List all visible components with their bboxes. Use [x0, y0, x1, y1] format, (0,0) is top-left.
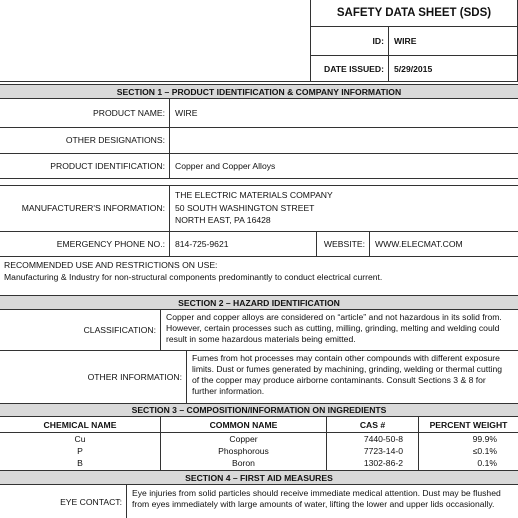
- recommended-use-value: Manufacturing & Industry for non-structural components predominantly to conduct electrical current.: [4, 272, 383, 282]
- cell-common: Copper: [229, 434, 258, 444]
- section2-heading: SECTION 2 – HAZARD IDENTIFICATION: [0, 296, 518, 310]
- column-cas-number: CAS #: [359, 419, 386, 430]
- recommended-use-block: [4, 259, 514, 293]
- date-issued-value: 5/29/2015: [394, 63, 433, 74]
- column-percent-weight: PERCENT WEIGHT: [429, 419, 508, 430]
- classification-label: CLASSIFICATION:: [83, 325, 156, 335]
- classification-value: Copper and copper alloys are considered on “article” and not hazardous in its solid from. However, certain processes such as cutting, milling, grinding, melting and welding could result in some hazardous materials being emitted.: [166, 312, 502, 344]
- cell-cas: 7440-50-8: [363, 434, 403, 444]
- product-identification-label: PRODUCT IDENTIFICATION:: [50, 160, 165, 171]
- eye-contact-value: Eye injuries from solid particles should receive immediate medical attention. Dust may be flushed from eyes immediately with large amounts of water, lifting the lower and upper lids occasionally.: [132, 488, 501, 509]
- emergency-phone-label: EMERGENCY PHONE NO.:: [56, 238, 165, 249]
- manufacturer-label: MANUFACTURER'S INFORMATION:: [21, 203, 165, 213]
- column-chemical-name: CHEMICAL NAME: [43, 419, 117, 430]
- section3-heading: SECTION 3 – COMPOSITION/INFORMATION ON INGREDIENTS: [0, 404, 518, 417]
- manufacturer-address: [175, 189, 505, 229]
- cell-percent: 99.9%: [472, 434, 497, 444]
- cell-cas: 1302-86-2: [363, 458, 403, 468]
- cell-chemical: B: [77, 458, 83, 468]
- other-information-label: OTHER INFORMATION:: [87, 371, 182, 382]
- table-row: [0, 457, 518, 469]
- cell-chemical: P: [77, 446, 83, 456]
- website-label: WEBSITE:: [323, 238, 365, 249]
- id-value: WIRE: [394, 35, 417, 46]
- column-common-name: COMMON NAME: [209, 419, 278, 430]
- emergency-phone-value: 814-725-9621: [175, 238, 229, 249]
- cell-cas: 7723-14-0: [363, 446, 403, 456]
- cell-percent: 0.1%: [477, 458, 497, 468]
- id-label: ID:: [372, 35, 384, 46]
- product-name-label: PRODUCT NAME:: [93, 108, 165, 118]
- cell-common: Phosphorous: [218, 446, 269, 456]
- document-title: SAFETY DATA SHEET (SDS): [336, 7, 492, 19]
- cell-common: Boron: [232, 458, 255, 468]
- manufacturer-line-2: 50 SOUTH WASHINGTON STREET: [175, 202, 315, 213]
- other-designations-value: [171, 127, 511, 153]
- other-designations-label: OTHER DESIGNATIONS:: [65, 135, 165, 145]
- manufacturer-line-3: NORTH EAST, PA 16428: [175, 215, 271, 225]
- product-identification-value: Copper and Copper Alloys: [175, 160, 276, 171]
- website-value: WWW.ELECMAT.COM: [375, 238, 463, 249]
- other-information-value: Fumes from hot processes may contain other compounds with different exposure limits. Dust or fumes generated by machining, grinding, welding or thermal cutting of the copper may produce airborne contaminants. Consult Sections 3 & 8 for further information.: [192, 353, 503, 396]
- cell-chemical: Cu: [74, 434, 86, 444]
- cell-percent: ≤0.1%: [472, 446, 497, 456]
- table-row: [0, 433, 518, 445]
- table-row: [0, 445, 518, 457]
- manufacturer-line-1: THE ELECTRIC MATERIALS COMPANY: [175, 190, 333, 200]
- eye-contact-label: EYE CONTACT:: [60, 496, 122, 507]
- date-issued-label: DATE ISSUED:: [323, 63, 384, 74]
- product-name-value: WIRE: [175, 108, 198, 118]
- recommended-use-label: RECOMMENDED USE AND RESTRICTIONS ON USE:: [4, 260, 218, 270]
- section4-heading: SECTION 4 – FIRST AID MEASURES: [0, 471, 518, 485]
- section1-heading: SECTION 1 – PRODUCT IDENTIFICATION & COMPANY INFORMATION: [0, 84, 518, 99]
